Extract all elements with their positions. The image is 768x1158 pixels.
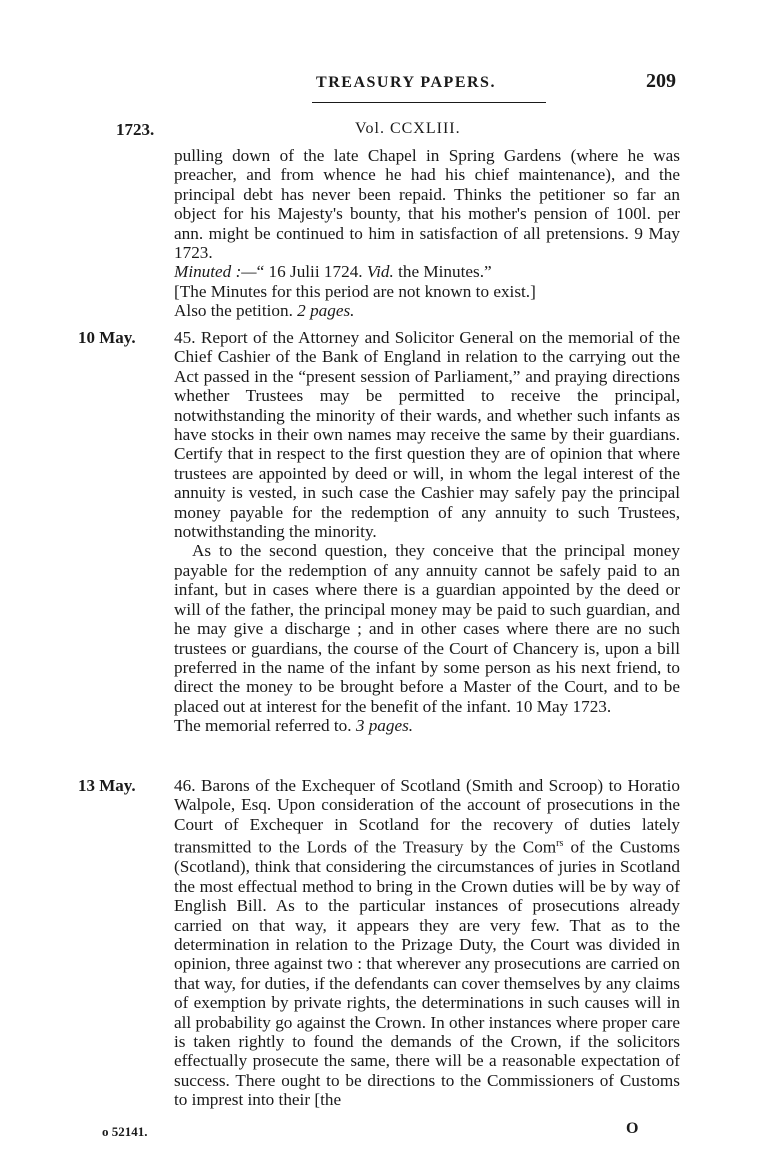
entry-continuation — [174, 146, 680, 321]
entry-46 — [174, 776, 680, 1110]
also-pages: 2 pages. — [297, 301, 355, 321]
also-line — [174, 301, 680, 320]
entry-46-superscript: rs — [556, 838, 564, 850]
running-title: TREASURY PAPERS. — [316, 74, 496, 91]
page-number: 209 — [646, 70, 676, 92]
header-rule — [312, 102, 546, 103]
entry-45 — [174, 328, 680, 736]
volume-heading: Vol. CCXLIII. — [355, 120, 461, 137]
year-heading: 1723. — [116, 120, 155, 139]
minuted-label: Minuted :— — [174, 262, 257, 282]
entry-46-para-1 — [174, 776, 680, 1110]
entry-45-para-2: As to the second question, they conceive that the principal money payable for the redemption of any annuity cannot be safely paid to an infant, but in cases where there is a guardian appointed by the deed or will of the father, the principal money may be paid to such guardian, and he may give a discharge ; and in other cases where there are no such trustees or guardians, the course of the Court of Chancery is, upon a bill preferred in the name of the infant by some person as his next friend, to direct the money to be brought before a Master of the Court, and to be placed out at interest for the benefit of the infant. 10 May 1723. — [174, 541, 680, 716]
vid-text: the Minutes.” — [398, 262, 492, 282]
entry-45-ref-pages: 3 pages. — [355, 716, 414, 736]
entry-45-reference — [174, 716, 680, 735]
entry-46-text-a: 46. Barons of the Exchequer of Scotland (Smith and Scroop) to Horatio Walpole, Esq. Upon consideration of the account of prosecutions in the Court of Exchequer in Scotland for the recovery of duties lately transmitted to the Lords of the Treasury by the Com — [174, 776, 680, 857]
continuation-text: pulling down of the late Chapel in Spring Gardens (where he was preacher, and from whence he had his chief maintenance), and the principal debt has never been repaid. Thinks the petitioner so far an object for his Majesty's bounty, that his mother's pension of 100l. per ann. might be continued to him in satisfaction of all pretensions. 9 May 1723. — [174, 146, 680, 263]
gathering-mark: O — [626, 1120, 639, 1137]
minuted-text: “ 16 Julii 1724. — [256, 262, 363, 282]
entry-45-ref-text: The memorial referred to. — [174, 716, 352, 736]
also-text: Also the petition. — [174, 301, 293, 321]
signature-mark: o 52141. — [102, 1124, 148, 1139]
vid-label: Vid. — [366, 262, 394, 282]
entry-46-text-b: of the Customs (Scotland), think that considering the circumstances of juries in Scotland the most effectual method to bring in the Crown duties will be by way of English Bill. As to the particular instances of prosecutions already carried on that way, it appears they are very few. That as to the determination in relation to the Prizage Duty, the Court was divided in opinion, three against two : that wherever any prosecutions are carried on that way, for duties, if the defendants can cover themselves by any claims of exemption by private rights, the determinations in such causes will in all probability go against the Crown. In other instances where proper care is taken rightly to found the demands of the Crown, if the solicitors effectually prosecute the same, there will be a reasonable expectation of success. There ought to be directions to the Commissioners of Customs to imprest into their [the — [174, 837, 680, 1110]
minuted-line — [174, 262, 680, 281]
margin-date-45: 10 May. — [78, 328, 136, 347]
entry-45-para-1: 45. Report of the Attorney and Solicitor General on the memorial of the Chief Cashier of the Bank of England in relation to the carrying out the Act passed in the “present session of Parliament,” and praying directions whether Trustees may be permitted to receive the principal, notwithstanding the minority of their wards, and whether such infants as have stocks in their own names may receive the same by their guardians. Certify that in respect to the first question they are of opinion that where trustees are appointed by deed or will, in whom the legal interest of the annuity is vested, in such case the Cashier may safely pay the principal money payable for the redemption of any annuity to such Trustees, notwithstanding the minority. — [174, 328, 680, 542]
editorial-note: [The Minutes for this period are not known to exist.] — [174, 281, 536, 301]
margin-date-46: 13 May. — [78, 776, 136, 795]
